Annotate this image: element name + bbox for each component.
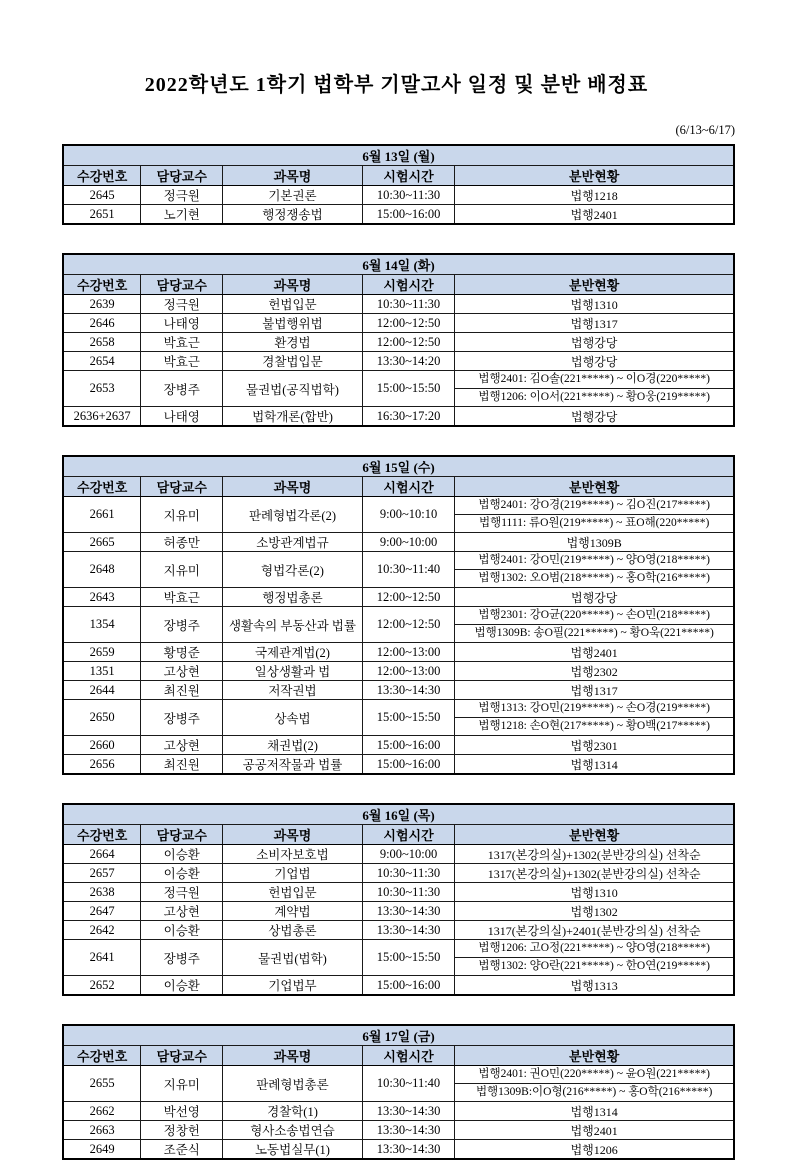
- exam-time-cell: 15:00~15:50: [362, 371, 455, 407]
- subject-cell: 판례형법각론(2): [223, 497, 363, 533]
- course-no-cell: 2658: [63, 333, 141, 352]
- subject-cell: 생활속의 부동산과 법률: [223, 607, 363, 643]
- exam-time-cell: 15:00~15:50: [362, 700, 455, 736]
- subject-cell: 공공저작물과 법률: [223, 755, 363, 775]
- column-header: 과목명: [223, 825, 363, 845]
- column-header: 담당교수: [141, 477, 223, 497]
- table-row: [63, 845, 734, 864]
- column-header: 과목명: [223, 477, 363, 497]
- exam-time-cell: 15:00~16:00: [362, 976, 455, 996]
- table-row: [63, 295, 734, 314]
- sections-cell: 법행강당: [455, 588, 734, 607]
- subject-cell: 불법행위법: [223, 314, 363, 333]
- sections-cell: [455, 700, 734, 736]
- sections-cell: 1317(본강의실)+2401(분반강의실) 선착순: [455, 921, 734, 940]
- exam-time-cell: 10:30~11:30: [362, 186, 455, 205]
- subject-cell: 기업법: [223, 864, 363, 883]
- exam-time-cell: 9:00~10:00: [362, 533, 455, 552]
- professor-cell: 장병주: [141, 607, 223, 643]
- course-no-cell: 2654: [63, 352, 141, 371]
- exam-time-cell: 13:30~14:30: [362, 1102, 455, 1121]
- sections-cell: 법행1206: [455, 1140, 734, 1160]
- course-no-cell: 2647: [63, 902, 141, 921]
- professor-cell: 박효근: [141, 352, 223, 371]
- day-header-row: [63, 456, 734, 477]
- professor-cell: 정극원: [141, 186, 223, 205]
- section-line: 법행2401: 김O솔(221*****) ~ 이O경(220*****): [478, 373, 710, 385]
- table-row: [63, 186, 734, 205]
- course-no-cell: 2660: [63, 736, 141, 755]
- section-line: 법행1206: 고O정(221*****) ~ 양O영(218*****): [478, 942, 710, 954]
- sections-cell: 법행2401: [455, 643, 734, 662]
- professor-cell: 정창헌: [141, 1121, 223, 1140]
- exam-day-table: [62, 803, 735, 996]
- subject-cell: 국제관계법(2): [223, 643, 363, 662]
- exam-time-cell: 10:30~11:30: [362, 295, 455, 314]
- professor-cell: 박효근: [141, 588, 223, 607]
- sections-cell: 법행1218: [455, 186, 734, 205]
- column-header: 과목명: [223, 1046, 363, 1066]
- course-no-cell: 2659: [63, 643, 141, 662]
- column-header-row: [63, 1046, 734, 1066]
- day-header: 6월 13일 (월): [63, 145, 734, 166]
- subject-cell: 판례형법총론: [223, 1066, 363, 1102]
- exam-time-cell: 15:00~16:00: [362, 736, 455, 755]
- subject-cell: 헌법입문: [223, 883, 363, 902]
- column-header: 수강번호: [63, 275, 141, 295]
- subject-cell: 환경법: [223, 333, 363, 352]
- exam-time-cell: 13:30~14:30: [362, 1121, 455, 1140]
- sections-cell: 법행2301: [455, 736, 734, 755]
- column-header: 수강번호: [63, 166, 141, 186]
- column-header: 분반현황: [455, 275, 734, 295]
- course-no-cell: 2650: [63, 700, 141, 736]
- professor-cell: 이승환: [141, 976, 223, 996]
- table-row: [63, 662, 734, 681]
- exam-day-table: [62, 253, 735, 427]
- professor-cell: 지유미: [141, 497, 223, 533]
- column-header: 수강번호: [63, 477, 141, 497]
- sections-cell: 1317(본강의실)+1302(분반강의실) 선착순: [455, 845, 734, 864]
- sections-cell: 법행강당: [455, 407, 734, 427]
- professor-cell: 고상현: [141, 902, 223, 921]
- course-no-cell: 2651: [63, 205, 141, 225]
- exam-time-cell: 13:30~14:30: [362, 681, 455, 700]
- column-header: 분반현황: [455, 1046, 734, 1066]
- professor-cell: 박선영: [141, 1102, 223, 1121]
- course-no-cell: 2655: [63, 1066, 141, 1102]
- subject-cell: 소비자보호법: [223, 845, 363, 864]
- subject-cell: 채권법(2): [223, 736, 363, 755]
- subject-cell: 계약법: [223, 902, 363, 921]
- sections-cell: 법행1317: [455, 681, 734, 700]
- exam-day-table: [62, 455, 735, 775]
- exam-time-cell: 13:30~14:30: [362, 921, 455, 940]
- exam-time-cell: 12:00~12:50: [362, 588, 455, 607]
- column-header: 분반현황: [455, 166, 734, 186]
- table-row: [63, 497, 734, 533]
- professor-cell: 나태영: [141, 407, 223, 427]
- exam-time-cell: 13:30~14:30: [362, 902, 455, 921]
- exam-time-cell: 10:30~11:40: [362, 552, 455, 588]
- column-header: 수강번호: [63, 1046, 141, 1066]
- day-header-row: [63, 254, 734, 275]
- subject-cell: 저작권법: [223, 681, 363, 700]
- exam-time-cell: 15:00~15:50: [362, 940, 455, 976]
- exam-day-table: [62, 1024, 735, 1160]
- professor-cell: 이승환: [141, 921, 223, 940]
- section-line: 법행1309B:이O형(216*****) ~ 홍O학(216*****): [455, 1083, 733, 1101]
- course-no-cell: 2656: [63, 755, 141, 775]
- exam-time-cell: 12:00~13:00: [362, 662, 455, 681]
- table-row: [63, 864, 734, 883]
- column-header-row: [63, 477, 734, 497]
- subject-cell: 상법총론: [223, 921, 363, 940]
- column-header: 시험시간: [362, 1046, 455, 1066]
- professor-cell: 장병주: [141, 371, 223, 407]
- day-header: 6월 16일 (목): [63, 804, 734, 825]
- subject-cell: 경찰학(1): [223, 1102, 363, 1121]
- exam-time-cell: 13:30~14:20: [362, 352, 455, 371]
- tables-container: [0, 144, 793, 1160]
- sections-cell: 법행1314: [455, 755, 734, 775]
- course-no-cell: 2652: [63, 976, 141, 996]
- professor-cell: 나태영: [141, 314, 223, 333]
- table-row: [63, 976, 734, 996]
- subject-cell: 형사소송법연습: [223, 1121, 363, 1140]
- course-no-cell: 2665: [63, 533, 141, 552]
- table-row: [63, 883, 734, 902]
- section-line: 법행1309B: 송O필(221*****) ~ 황O욱(221*****): [455, 624, 733, 642]
- table-row: [63, 902, 734, 921]
- subject-cell: 기본권론: [223, 186, 363, 205]
- sections-cell: 법행1313: [455, 976, 734, 996]
- day-header-row: [63, 145, 734, 166]
- table-row: [63, 700, 734, 736]
- sections-cell: 법행2401: [455, 1121, 734, 1140]
- course-no-cell: 2638: [63, 883, 141, 902]
- table-row: [63, 1102, 734, 1121]
- exam-time-cell: 9:00~10:00: [362, 845, 455, 864]
- column-header-row: [63, 166, 734, 186]
- section-line: 법행1302: 양O란(221*****) ~ 한O연(219*****): [455, 957, 733, 975]
- professor-cell: 이승환: [141, 864, 223, 883]
- section-line: 법행1313: 강O민(219*****) ~ 손O경(219*****): [478, 702, 710, 714]
- subject-cell: 상속법: [223, 700, 363, 736]
- subject-cell: 노동법실무(1): [223, 1140, 363, 1160]
- exam-time-cell: 15:00~16:00: [362, 755, 455, 775]
- table-row: [63, 755, 734, 775]
- sections-cell: 법행1302: [455, 902, 734, 921]
- section-line: 법행2401: 권O민(220*****) ~ 윤O원(221*****): [478, 1068, 710, 1080]
- table-row: [63, 352, 734, 371]
- professor-cell: 최진원: [141, 681, 223, 700]
- section-line: 법행1111: 류O원(219*****) ~ 표O해(220*****): [455, 514, 733, 532]
- table-row: [63, 1140, 734, 1160]
- exam-time-cell: 12:00~13:00: [362, 643, 455, 662]
- subject-cell: 법학개론(합반): [223, 407, 363, 427]
- column-header: 시험시간: [362, 275, 455, 295]
- professor-cell: 지유미: [141, 1066, 223, 1102]
- course-no-cell: 2661: [63, 497, 141, 533]
- subject-cell: 형법각론(2): [223, 552, 363, 588]
- table-row: [63, 533, 734, 552]
- sections-cell: 법행1317: [455, 314, 734, 333]
- professor-cell: 지유미: [141, 552, 223, 588]
- table-row: [63, 588, 734, 607]
- table-row: [63, 1121, 734, 1140]
- course-no-cell: 1354: [63, 607, 141, 643]
- course-no-cell: 2649: [63, 1140, 141, 1160]
- sections-cell: 법행1314: [455, 1102, 734, 1121]
- day-header-row: [63, 1025, 734, 1046]
- sections-cell: 법행강당: [455, 352, 734, 371]
- exam-time-cell: 9:00~10:10: [362, 497, 455, 533]
- table-row: [63, 736, 734, 755]
- page-title: 2022학년도 1학기 법학부 기말고사 일정 및 분반 배정표: [144, 74, 649, 96]
- table-row: [63, 333, 734, 352]
- table-row: [63, 371, 734, 407]
- subject-cell: 경찰법입문: [223, 352, 363, 371]
- section-line: 법행2401: 강O경(219*****) ~ 김O진(217*****): [478, 499, 710, 511]
- sections-cell: 법행2401: [455, 205, 734, 225]
- column-header: 분반현황: [455, 825, 734, 845]
- professor-cell: 허종만: [141, 533, 223, 552]
- exam-time-cell: 10:30~11:40: [362, 1066, 455, 1102]
- subject-cell: 물권법(법학): [223, 940, 363, 976]
- exam-time-cell: 16:30~17:20: [362, 407, 455, 427]
- column-header: 분반현황: [455, 477, 734, 497]
- course-no-cell: 2664: [63, 845, 141, 864]
- course-no-cell: 2641: [63, 940, 141, 976]
- exam-time-cell: 12:00~12:50: [362, 333, 455, 352]
- exam-time-cell: 15:00~16:00: [362, 205, 455, 225]
- professor-cell: 장병주: [141, 940, 223, 976]
- date-range-note: (6/13~6/17): [675, 123, 735, 137]
- column-header: 과목명: [223, 166, 363, 186]
- course-no-cell: 2643: [63, 588, 141, 607]
- table-row: [63, 407, 734, 427]
- professor-cell: 고상현: [141, 736, 223, 755]
- exam-time-cell: 10:30~11:30: [362, 883, 455, 902]
- section-line: 법행2401: 강O민(219*****) ~ 양O영(218*****): [478, 554, 710, 566]
- sections-cell: [455, 940, 734, 976]
- professor-cell: 정극원: [141, 883, 223, 902]
- professor-cell: 최진원: [141, 755, 223, 775]
- column-header: 시험시간: [362, 166, 455, 186]
- column-header: 시험시간: [362, 477, 455, 497]
- day-header-row: [63, 804, 734, 825]
- course-no-cell: 2653: [63, 371, 141, 407]
- table-row: [63, 940, 734, 976]
- sections-cell: 법행1309B: [455, 533, 734, 552]
- table-row: [63, 921, 734, 940]
- subject-cell: 행정쟁송법: [223, 205, 363, 225]
- sections-cell: [455, 552, 734, 588]
- exam-time-cell: 12:00~12:50: [362, 314, 455, 333]
- exam-day-table: [62, 144, 735, 225]
- section-line: 법행1218: 손O현(217*****) ~ 황O백(217*****): [455, 717, 733, 735]
- subject-cell: 소방관계법규: [223, 533, 363, 552]
- course-no-cell: 2639: [63, 295, 141, 314]
- course-no-cell: 2642: [63, 921, 141, 940]
- professor-cell: 황명준: [141, 643, 223, 662]
- professor-cell: 노기현: [141, 205, 223, 225]
- course-no-cell: 2644: [63, 681, 141, 700]
- section-line: 법행2301: 강O균(220*****) ~ 손O민(218*****): [478, 609, 710, 621]
- subject-cell: 일상생활과 법: [223, 662, 363, 681]
- table-row: [63, 681, 734, 700]
- professor-cell: 박효근: [141, 333, 223, 352]
- table-row: [63, 607, 734, 643]
- course-no-cell: 2646: [63, 314, 141, 333]
- table-row: [63, 552, 734, 588]
- sections-cell: [455, 371, 734, 407]
- course-no-cell: 2657: [63, 864, 141, 883]
- table-row: [63, 314, 734, 333]
- exam-time-cell: 12:00~12:50: [362, 607, 455, 643]
- table-row: [63, 1066, 734, 1102]
- professor-cell: 고상현: [141, 662, 223, 681]
- sections-cell: 법행1310: [455, 883, 734, 902]
- column-header: 담당교수: [141, 166, 223, 186]
- sections-cell: [455, 497, 734, 533]
- exam-time-cell: 13:30~14:30: [362, 1140, 455, 1160]
- subject-cell: 행정법총론: [223, 588, 363, 607]
- day-header: 6월 15일 (수): [63, 456, 734, 477]
- course-no-cell: 2663: [63, 1121, 141, 1140]
- sections-cell: 법행1310: [455, 295, 734, 314]
- day-header: 6월 17일 (금): [63, 1025, 734, 1046]
- sections-cell: 1317(본강의실)+1302(분반강의실) 선착순: [455, 864, 734, 883]
- day-header: 6월 14일 (화): [63, 254, 734, 275]
- column-header: 담당교수: [141, 825, 223, 845]
- course-no-cell: 1351: [63, 662, 141, 681]
- column-header: 시험시간: [362, 825, 455, 845]
- course-no-cell: 2636+2637: [63, 407, 141, 427]
- professor-cell: 정극원: [141, 295, 223, 314]
- column-header: 담당교수: [141, 275, 223, 295]
- exam-time-cell: 10:30~11:30: [362, 864, 455, 883]
- table-row: [63, 643, 734, 662]
- course-no-cell: 2662: [63, 1102, 141, 1121]
- section-line: 법행1302: 오O범(218*****) ~ 홍O학(216*****): [455, 569, 733, 587]
- course-no-cell: 2648: [63, 552, 141, 588]
- column-header: 과목명: [223, 275, 363, 295]
- table-row: [63, 205, 734, 225]
- professor-cell: 장병주: [141, 700, 223, 736]
- column-header: 담당교수: [141, 1046, 223, 1066]
- professor-cell: 이승환: [141, 845, 223, 864]
- section-line: 법행1206: 이O서(221*****) ~ 황O웅(219*****): [455, 388, 733, 406]
- sections-cell: [455, 1066, 734, 1102]
- subject-cell: 물권법(공직법학): [223, 371, 363, 407]
- subject-cell: 헌법입문: [223, 295, 363, 314]
- course-no-cell: 2645: [63, 186, 141, 205]
- subject-cell: 기업법무: [223, 976, 363, 996]
- sections-cell: 법행강당: [455, 333, 734, 352]
- sections-cell: 법행2302: [455, 662, 734, 681]
- professor-cell: 조준식: [141, 1140, 223, 1160]
- sections-cell: [455, 607, 734, 643]
- column-header-row: [63, 825, 734, 845]
- column-header-row: [63, 275, 734, 295]
- column-header: 수강번호: [63, 825, 141, 845]
